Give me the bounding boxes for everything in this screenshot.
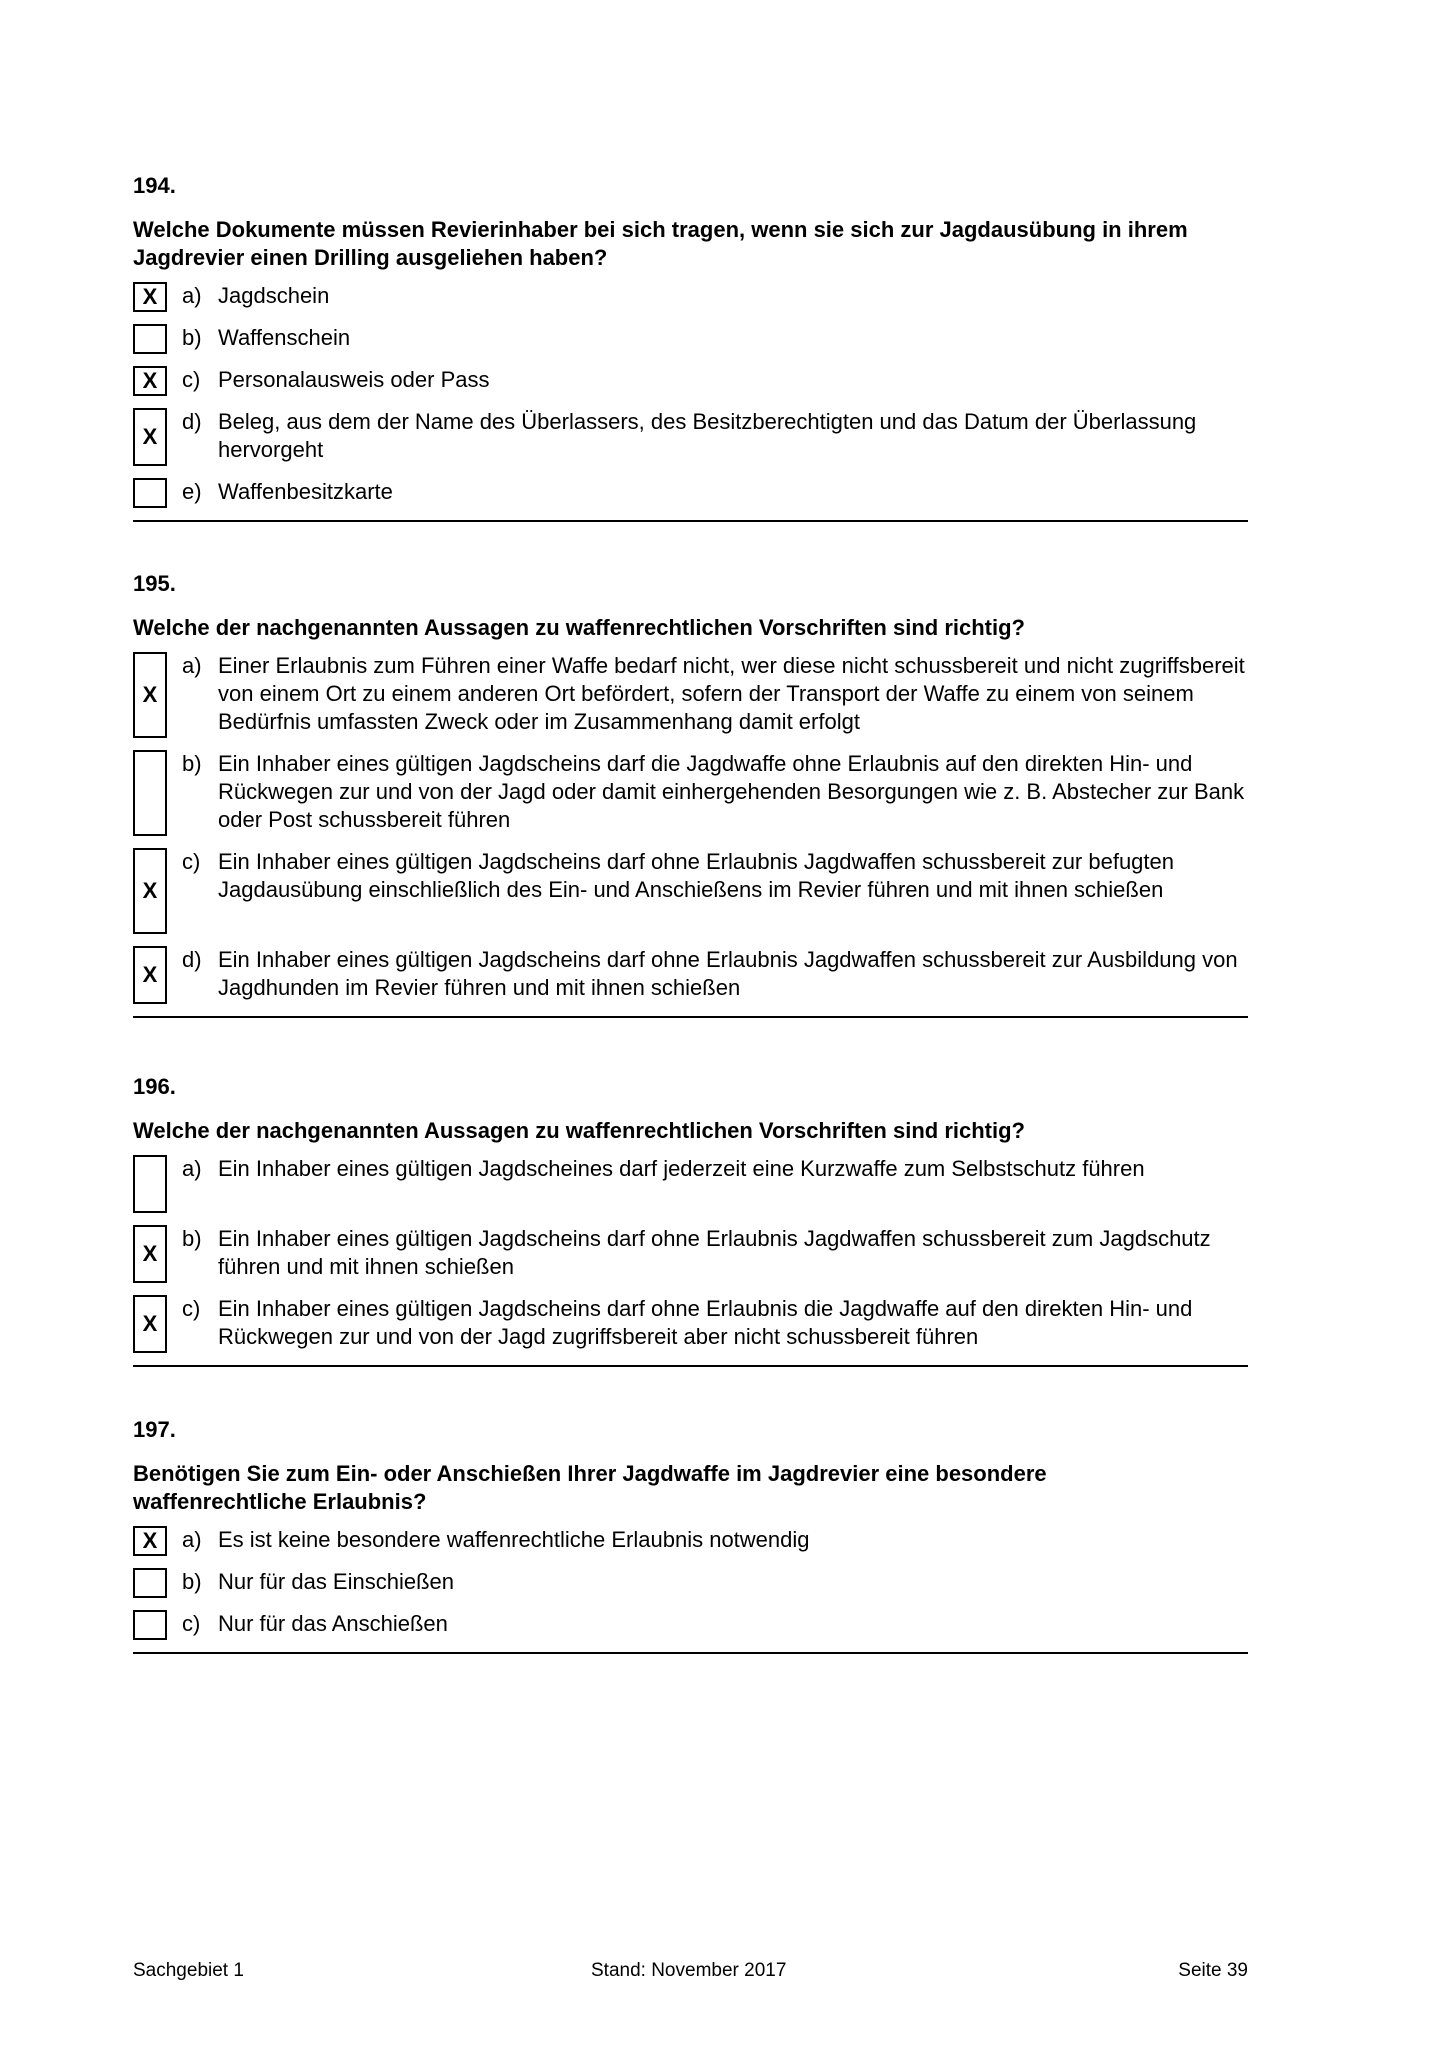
answer-letter: a) [182, 283, 202, 308]
answer-text: Ein Inhaber eines gültigen Jagdscheins darf ohne Erlaubnis Jagdwaffen schussbereit zum Jagdschutz führen und mit ihnen schießen [218, 1226, 1211, 1279]
answer-checkbox[interactable]: X [133, 848, 167, 934]
question-number: 196. [133, 1074, 176, 1099]
answer-row[interactable] [133, 848, 1248, 934]
answer-letter: b) [182, 1569, 202, 1594]
answer-checkbox[interactable]: X [133, 366, 167, 396]
answer-row[interactable] [133, 1295, 1248, 1353]
question-number: 194. [133, 173, 176, 198]
divider [133, 520, 1248, 522]
answer-text: Ein Inhaber eines gültigen Jagdscheins darf ohne Erlaubnis die Jagdwaffe auf den direkten Hin- und Rückwegen zur und von der Jagd zugriffsbereit aber nicht schussbereit führen [218, 1296, 1193, 1349]
answer-text: Ein Inhaber eines gültigen Jagdscheins darf die Jagdwaffe ohne Erlaubnis auf den direkten Hin- und Rückwegen zur und von der Jagd oder damit einhergehenden Besorgungen wie z. B. Abstecher zur Bank oder Post schussbereit führen [218, 751, 1245, 832]
answer-text: Ein Inhaber eines gültigen Jagdscheins darf ohne Erlaubnis Jagdwaffen schussbereit zur befugten Jagdausübung einschließlich des Ein- und Anschießens im Revier führen und mit ihnen schießen [218, 849, 1175, 902]
answer-letter: a) [182, 1156, 202, 1181]
footer-date: Stand: November 2017 [591, 1960, 787, 1981]
footer-section: Sachgebiet 1 [133, 1960, 244, 1981]
question-text: Benötigen Sie zum Ein- oder Anschießen Ihrer Jagdwaffe im Jagdrevier eine besondere waffenrechtliche Erlaubnis? [133, 1461, 1047, 1514]
answer-text: Einer Erlaubnis zum Führen einer Waffe bedarf nicht, wer diese nicht schussbereit und nicht zugriffsbereit von einem Ort zu einem anderen Ort befördert, sofern der Transport der Waffe zu einem von seinem Bedürfnis umfassten Zweck oder im Zusammenhang damit erfolgt [218, 653, 1245, 734]
answer-row[interactable] [133, 282, 1248, 312]
answer-row[interactable] [133, 408, 1248, 466]
divider [133, 1652, 1248, 1654]
answer-checkbox[interactable]: X [133, 652, 167, 738]
answer-letter: b) [182, 1226, 202, 1251]
question-text: Welche Dokumente müssen Revierinhaber bei sich tragen, wenn sie sich zur Jagdausübung in ihrem Jagdrevier einen Drilling ausgeliehen haben? [133, 217, 1188, 270]
question-number: 197. [133, 1417, 176, 1442]
answer-row[interactable] [133, 946, 1248, 1004]
divider [133, 1016, 1248, 1018]
answer-text: Waffenbesitzkarte [218, 479, 393, 504]
question-text: Welche der nachgenannten Aussagen zu waffenrechtlichen Vorschriften sind richtig? [133, 615, 1025, 640]
answer-text: Waffenschein [218, 325, 351, 350]
answer-row[interactable] [133, 1155, 1248, 1213]
answer-checkbox[interactable]: X [133, 946, 167, 1004]
answer-checkbox[interactable]: X [133, 1225, 167, 1283]
answer-checkbox[interactable] [133, 1568, 167, 1598]
answer-letter: d) [182, 409, 202, 434]
answer-row[interactable] [133, 324, 1248, 354]
answer-text: Beleg, aus dem der Name des Überlassers, des Besitzberechtigten und das Datum der Überlassung hervorgeht [218, 409, 1197, 462]
answer-checkbox[interactable] [133, 1610, 167, 1640]
answer-letter: c) [182, 849, 201, 874]
answer-letter: c) [182, 1611, 201, 1636]
question-197 [133, 1416, 1248, 1654]
answer-text: Personalausweis oder Pass [218, 367, 490, 392]
question-194 [133, 172, 1248, 522]
question-196 [133, 1073, 1248, 1367]
answer-letter: a) [182, 1527, 202, 1552]
answer-text: Jagdschein [218, 283, 330, 308]
answer-letter: c) [182, 367, 201, 392]
answer-letter: d) [182, 947, 202, 972]
divider [133, 1365, 1248, 1367]
answer-text: Ein Inhaber eines gültigen Jagdscheines darf jederzeit eine Kurzwaffe zum Selbstschutz führen [218, 1156, 1145, 1181]
answer-row[interactable] [133, 1610, 1248, 1640]
answer-letter: a) [182, 653, 202, 678]
answer-text: Nur für das Anschießen [218, 1611, 448, 1636]
answer-row[interactable] [133, 1526, 1248, 1556]
answer-checkbox[interactable] [133, 750, 167, 836]
question-number: 195. [133, 571, 176, 596]
answer-checkbox[interactable]: X [133, 282, 167, 312]
answer-checkbox[interactable]: X [133, 408, 167, 466]
answer-letter: b) [182, 751, 202, 776]
answer-letter: e) [182, 479, 202, 504]
answer-checkbox[interactable] [133, 1155, 167, 1213]
answer-checkbox[interactable] [133, 324, 167, 354]
answer-row[interactable] [133, 478, 1248, 508]
answer-text: Es ist keine besondere waffenrechtliche Erlaubnis notwendig [218, 1527, 810, 1552]
answer-row[interactable] [133, 750, 1248, 836]
question-text: Welche der nachgenannten Aussagen zu waffenrechtlichen Vorschriften sind richtig? [133, 1118, 1025, 1143]
answer-text: Nur für das Einschießen [218, 1569, 454, 1594]
answer-checkbox[interactable]: X [133, 1295, 167, 1353]
answer-row[interactable] [133, 1568, 1248, 1598]
answer-row[interactable] [133, 1225, 1248, 1283]
footer-page-number: Seite 39 [1178, 1960, 1248, 1981]
answer-checkbox[interactable]: X [133, 1526, 167, 1556]
answer-text: Ein Inhaber eines gültigen Jagdscheins darf ohne Erlaubnis Jagdwaffen schussbereit zur Ausbildung von Jagdhunden im Revier führen und mit ihnen schießen [218, 947, 1238, 1000]
answer-row[interactable] [133, 366, 1248, 396]
answer-letter: b) [182, 325, 202, 350]
answer-checkbox[interactable] [133, 478, 167, 508]
question-195 [133, 570, 1248, 1018]
answer-letter: c) [182, 1296, 201, 1321]
answer-row[interactable] [133, 652, 1248, 738]
